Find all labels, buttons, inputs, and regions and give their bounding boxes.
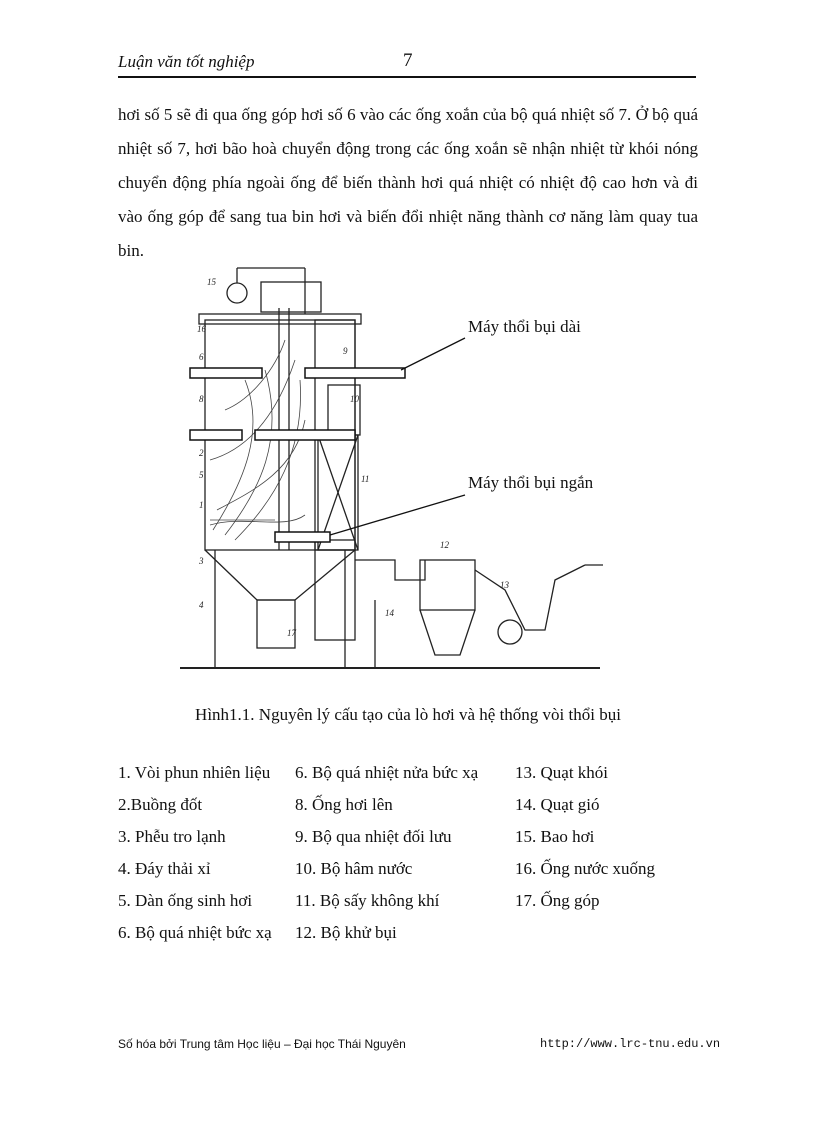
legend-item: 6. Bộ quá nhiệt nửa bức xạ	[295, 763, 479, 782]
legend-item: 3. Phễu tro lạnh	[118, 827, 226, 846]
legend-item: 12. Bộ khử bụi	[295, 923, 397, 942]
svg-text:14: 14	[385, 608, 394, 618]
svg-text:9: 9	[343, 346, 348, 356]
legend-item: 4. Đáy thải xỉ	[118, 859, 211, 878]
footer-source: Số hóa bởi Trung tâm Học liệu – Đại học Thái Nguyên	[118, 1037, 406, 1051]
figure-caption: Hình1.1. Nguyên lý cấu tạo của lò hơi và hệ thống vòi thổi bụi	[195, 705, 621, 724]
svg-text:3: 3	[199, 556, 204, 566]
svg-text:17: 17	[287, 628, 296, 638]
legend-item: 17. Ống góp	[515, 891, 600, 910]
footer-link[interactable]: http://www.lrc-tnu.edu.vn	[540, 1037, 721, 1051]
svg-text:4: 4	[199, 600, 204, 610]
legend-item: 15. Bao hơi	[515, 827, 595, 846]
svg-text:15: 15	[207, 277, 216, 287]
legend-item: 5. Dàn ống sinh hơi	[118, 891, 253, 910]
page-header	[118, 50, 696, 78]
blower-lance-mid-right	[255, 430, 355, 440]
svg-text:11: 11	[361, 474, 370, 484]
svg-text:10: 10	[350, 394, 359, 404]
svg-text:5: 5	[199, 470, 204, 480]
svg-text:16: 16	[197, 324, 206, 334]
svg-text:12: 12	[440, 540, 449, 550]
blower-lance-mid-left	[190, 430, 242, 440]
legend-item: 13. Quạt khói	[515, 763, 609, 782]
legend-item: 16. Ống nước xuống	[515, 859, 656, 878]
svg-text:2: 2	[199, 448, 204, 458]
short-blower-label: Máy thổi bụi ngắn	[468, 473, 594, 492]
legend-item: 1. Vòi phun nhiên liệu	[118, 763, 271, 782]
svg-text:6: 6	[199, 352, 204, 362]
legend-item: 14. Quạt gió	[515, 795, 600, 814]
svg-text:8: 8	[199, 394, 204, 404]
long-blower-lance-left	[190, 368, 262, 378]
legend-item: 2.Buồng đốt	[118, 795, 203, 814]
page-number: 7	[403, 50, 413, 71]
long-blower-label: Máy thổi bụi dài	[468, 317, 581, 336]
long-blower-lance-right	[305, 368, 405, 378]
legend-item: 9. Bộ qua nhiệt đối lưu	[295, 827, 452, 846]
svg-text:13: 13	[500, 580, 509, 590]
legend-item: 10. Bộ hâm nước	[295, 859, 413, 878]
legend-item: 8. Ống hơi lên	[295, 795, 393, 814]
body-paragraph: hơi số 5 sẽ đi qua ống góp hơi số 6 vào các ống xoắn của bộ quá nhiệt số 7. Ở bộ quá nhiệt số 7, hơi bão hoà chuyển động trong các ống xoắn sẽ nhận nhiệt từ khói nóng chuyển động phía ngoài ống để biến thành hơi quá nhiệt có nhiệt độ cao hơn và đi vào ống góp để sang tua bin hơi và biến đổi nhiệt năng thành cơ năng làm quay tua bin.	[118, 105, 698, 260]
svg-text:1: 1	[199, 500, 204, 510]
legend-item: 6. Bộ quá nhiệt bức xạ	[118, 923, 272, 942]
short-blower-lance	[275, 532, 330, 542]
header-title: Luận văn tốt nghiệp	[118, 52, 255, 71]
legend-item: 11. Bộ sấy không khí	[295, 891, 440, 910]
boiler-figure	[165, 260, 605, 700]
